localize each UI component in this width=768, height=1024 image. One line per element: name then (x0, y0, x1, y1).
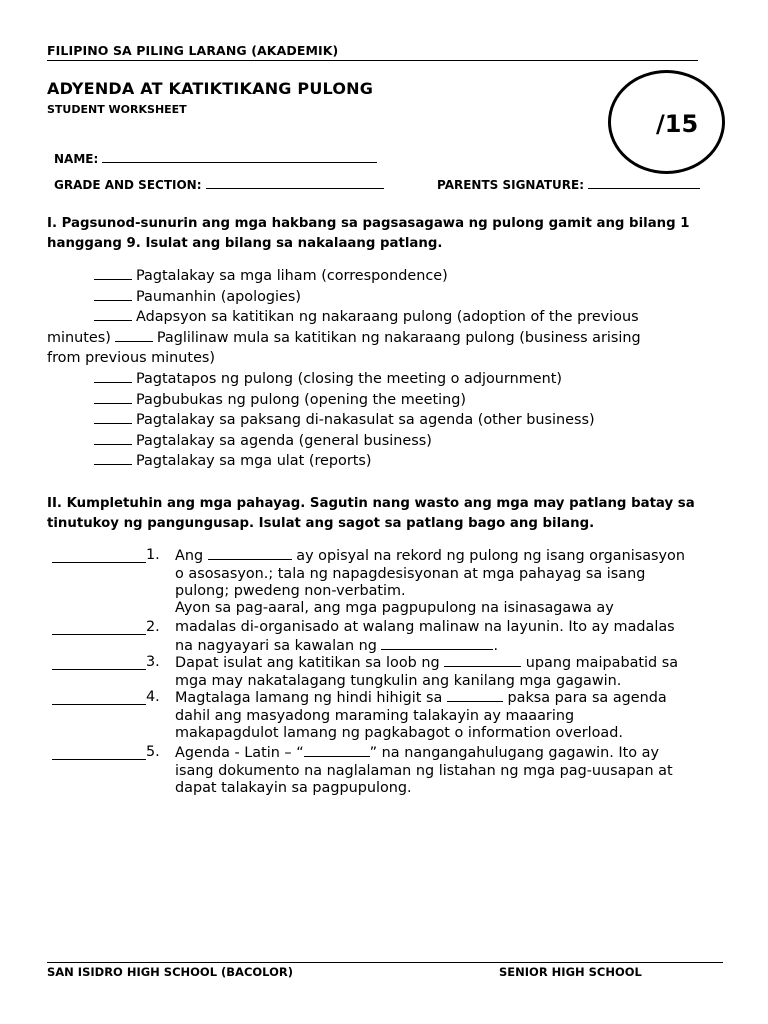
item-number: 3. (146, 654, 160, 670)
worksheet-label: STUDENT WORKSHEET (47, 103, 187, 116)
section1-heading (47, 214, 727, 254)
parents-signature-label: PARENTS SIGNATURE: (437, 178, 584, 192)
inline-blank[interactable] (381, 637, 493, 650)
answer-blank-2[interactable] (52, 634, 146, 635)
list-item: Pagtalakay sa mga ulat (reports) (94, 451, 714, 472)
answer-blank-1[interactable] (52, 562, 146, 563)
order-blank[interactable] (94, 391, 132, 404)
section1-heading-line: I. Pagsunod-sunurin ang mga hakbang sa pagsasagawa ng pulong gamit ang bilang 1 (47, 216, 690, 231)
section2-heading-line: II. Kumpletuhin ang mga pahayag. Sagutin nang wasto ang mga may patlang batay sa (47, 496, 695, 511)
name-label: NAME: (54, 152, 99, 166)
section1-list (47, 266, 714, 472)
item-number: 1. (146, 547, 160, 563)
subject-underline (47, 60, 698, 61)
order-blank[interactable] (94, 452, 132, 465)
grade-section-blank[interactable] (206, 177, 384, 189)
order-blank[interactable] (94, 432, 132, 445)
list-item: Paumanhin (apologies) (94, 287, 714, 308)
item-text-5: Agenda - Latin – “ ” na nangangahulugang gagawin. Ito ay isang dokumento na naglalaman ng listahan ng mga pag-uusapan at dapat talakayin sa pagpupulong. (175, 745, 673, 796)
parents-signature-field (437, 177, 700, 192)
score-total: /15 (656, 110, 699, 138)
item-text-2-lead: Ayon sa pag-aaral, ang mga pagpupulong na isinasagawa ay (175, 600, 614, 616)
footer-school: SAN ISIDRO HIGH SCHOOL (BACOLOR) (47, 965, 293, 979)
order-blank[interactable] (94, 267, 132, 280)
order-blank[interactable] (94, 288, 132, 301)
list-item: Pagtalakay sa mga liham (correspondence) (94, 266, 714, 287)
grade-section-label: GRADE AND SECTION: (54, 178, 202, 192)
order-blank[interactable] (94, 411, 132, 424)
order-blank[interactable] (94, 308, 132, 321)
answer-blank-5[interactable] (52, 759, 146, 760)
order-blank[interactable] (115, 329, 153, 342)
section2-heading (47, 494, 727, 534)
list-item: minutes) Paglilinaw mula sa katitikan ng nakaraang pulong (business arising (47, 329, 641, 346)
footer-rule (47, 962, 723, 963)
list-item: Adapsyon sa katitikan ng nakaraang pulong (adoption of the previous (94, 307, 714, 328)
inline-blank[interactable] (444, 654, 521, 667)
item-text-3: Dapat isulat ang katitikan sa loob ng upang maipabatid sa mga may nakatalagang tungkulin ang kanilang mga gagawin. (175, 655, 679, 689)
section1-heading-line: hanggang 9. Isulat ang bilang sa nakalaang patlang. (47, 236, 443, 251)
item-text-1: Ang ay opisyal na rekord ng pulong ng isang organisasyon o asosasyon.; tala ng napagdesisyonan at mga pahayag sa isang pulong; pwedeng non-verbatim. (175, 548, 685, 599)
inline-blank[interactable] (304, 744, 370, 757)
item-number: 5. (146, 744, 160, 760)
answer-blank-4[interactable] (52, 704, 146, 705)
name-blank[interactable] (102, 151, 377, 163)
list-item: Pagtalakay sa agenda (general business) (94, 431, 714, 452)
grade-section-field (54, 177, 384, 192)
section2-heading-line: tinutukoy ng pangungusap. Isulat ang sagot sa patlang bago ang bilang. (47, 516, 595, 531)
subject-title: FILIPINO SA PILING LARANG (AKADEMIK) (47, 43, 339, 58)
list-item: Pagtalakay sa paksang di-nakasulat sa agenda (other business) (94, 410, 714, 431)
item-number: 4. (146, 689, 160, 705)
item-number: 2. (146, 619, 160, 635)
list-item: Pagbubukas ng pulong (opening the meeting) (94, 390, 714, 411)
parents-signature-blank[interactable] (588, 177, 700, 189)
inline-blank[interactable] (447, 689, 503, 702)
name-field (54, 151, 377, 166)
order-blank[interactable] (94, 370, 132, 383)
worksheet-title: ADYENDA AT KATIKTIKANG PULONG (47, 79, 374, 98)
answer-blank-3[interactable] (52, 669, 146, 670)
inline-blank[interactable] (208, 547, 292, 560)
footer-level: SENIOR HIGH SCHOOL (499, 965, 642, 979)
list-item-continued: from previous minutes) (47, 350, 216, 367)
item-text-4: Magtalaga lamang ng hindi hihigit sa paksa para sa agenda dahil ang masyadong maraming talakayin ay maaaring makapagdulot lamang ng pagkabagot o information overload. (175, 690, 667, 741)
item-text-2: madalas di-organisado at walang malinaw na layunin. Ito ay madalas na nagyayari sa kawalan ng . (175, 619, 675, 654)
list-item: Pagtatapos ng pulong (closing the meeting o adjournment) (94, 369, 714, 390)
